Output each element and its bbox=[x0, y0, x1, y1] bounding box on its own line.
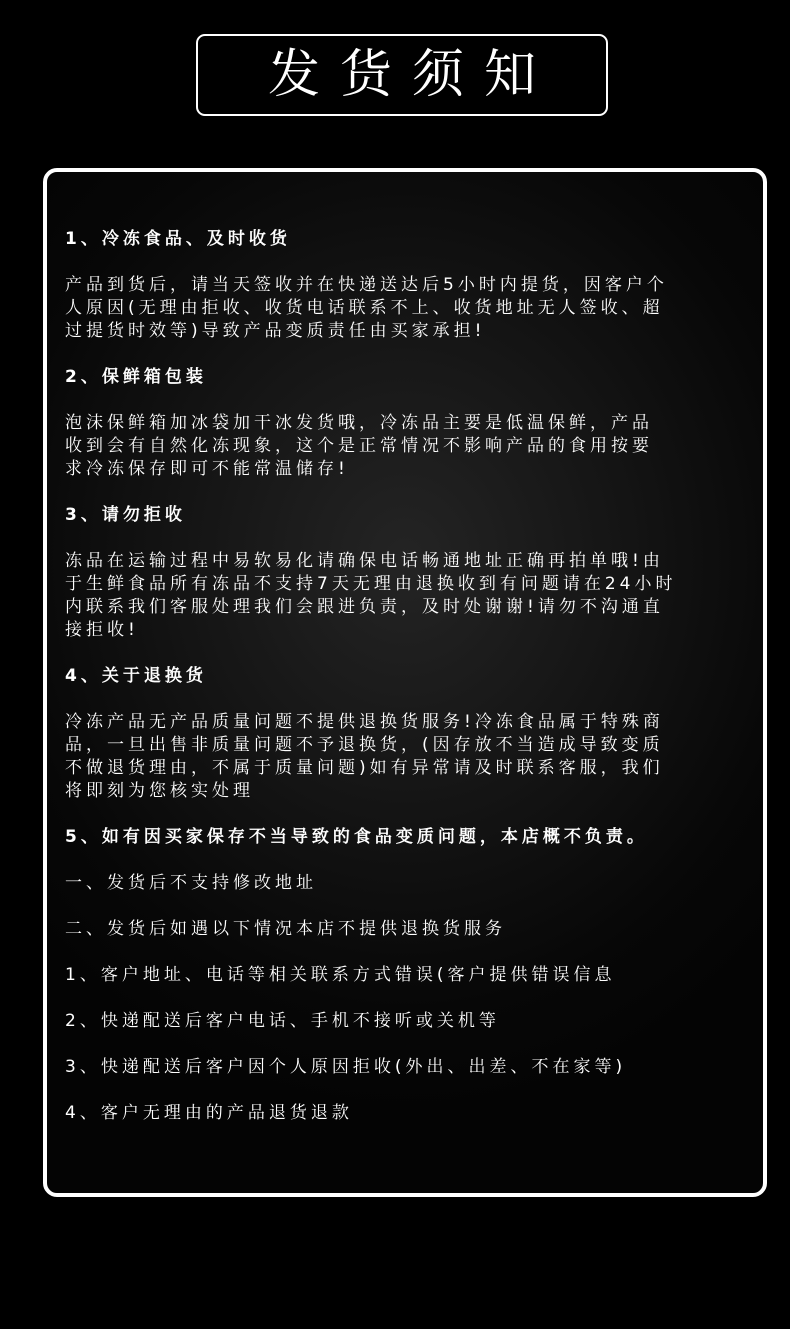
notice-panel bbox=[43, 168, 767, 1197]
note-line: 一、发货后不支持修改地址 bbox=[65, 873, 317, 893]
paragraph-line: 内联系我们客服处理我们会跟进负责，及时处谢谢!请勿不沟通直 bbox=[65, 597, 664, 617]
paragraph-line: 过提货时效等)导致产品变质责任由买家承担! bbox=[65, 321, 486, 341]
paragraph-line: 泡沫保鲜箱加冰袋加干冰发货哦，冷冻品主要是低温保鲜，产品 bbox=[65, 413, 653, 433]
paragraph-line: 收到会有自然化冻现象，这个是正常情况不影响产品的食用按要 bbox=[65, 436, 653, 456]
paragraph-line: 不做退货理由，不属于质量问题)如有异常请及时联系客服，我们 bbox=[65, 758, 664, 778]
notice-content bbox=[65, 228, 753, 1125]
paragraph-line: 接拒收! bbox=[65, 620, 139, 640]
paragraph-line: 求冷冻保存即可不能常温储存! bbox=[65, 459, 349, 479]
title-box bbox=[196, 34, 608, 116]
note-line: 3、快递配送后客户因个人原因拒收(外出、出差、不在家等) bbox=[65, 1057, 627, 1077]
note-line: 二、发货后如遇以下情况本店不提供退换货服务 bbox=[65, 919, 506, 939]
section-heading: 3、请勿拒收 bbox=[65, 505, 186, 525]
section-heading: 4、关于退换货 bbox=[65, 666, 207, 686]
paragraph-line: 产品到货后，请当天签收并在快递送达后5小时内提货，因客户个 bbox=[65, 275, 668, 295]
paragraph-line: 冻品在运输过程中易软易化请确保电话畅通地址正确再拍单哦!由 bbox=[65, 551, 664, 571]
paragraph-line: 将即刻为您核实处理 bbox=[65, 781, 254, 801]
section-heading: 1、冷冻食品、及时收货 bbox=[65, 229, 291, 249]
paragraph-line: 冷冻产品无产品质量问题不提供退换货服务!冷冻食品属于特殊商 bbox=[65, 712, 664, 732]
paragraph-line: 品，一旦出售非质量问题不予退换货，(因存放不当造成导致变质 bbox=[65, 735, 664, 755]
section-heading: 5、如有因买家保存不当导致的食品变质问题，本店概不负责。 bbox=[65, 827, 648, 847]
page-title: 发货须知 bbox=[267, 45, 556, 105]
note-line: 4、客户无理由的产品退货退款 bbox=[65, 1103, 353, 1123]
paragraph-line: 人原因(无理由拒收、收货电话联系不上、收货地址无人签收、超 bbox=[65, 298, 664, 318]
note-line: 1、客户地址、电话等相关联系方式错误(客户提供错误信息 bbox=[65, 965, 616, 985]
paragraph-line: 于生鲜食品所有冻品不支持7天无理由退换收到有问题请在24小时 bbox=[65, 574, 677, 594]
section-heading: 2、保鲜箱包装 bbox=[65, 367, 207, 387]
note-line: 2、快递配送后客户电话、手机不接听或关机等 bbox=[65, 1011, 500, 1031]
